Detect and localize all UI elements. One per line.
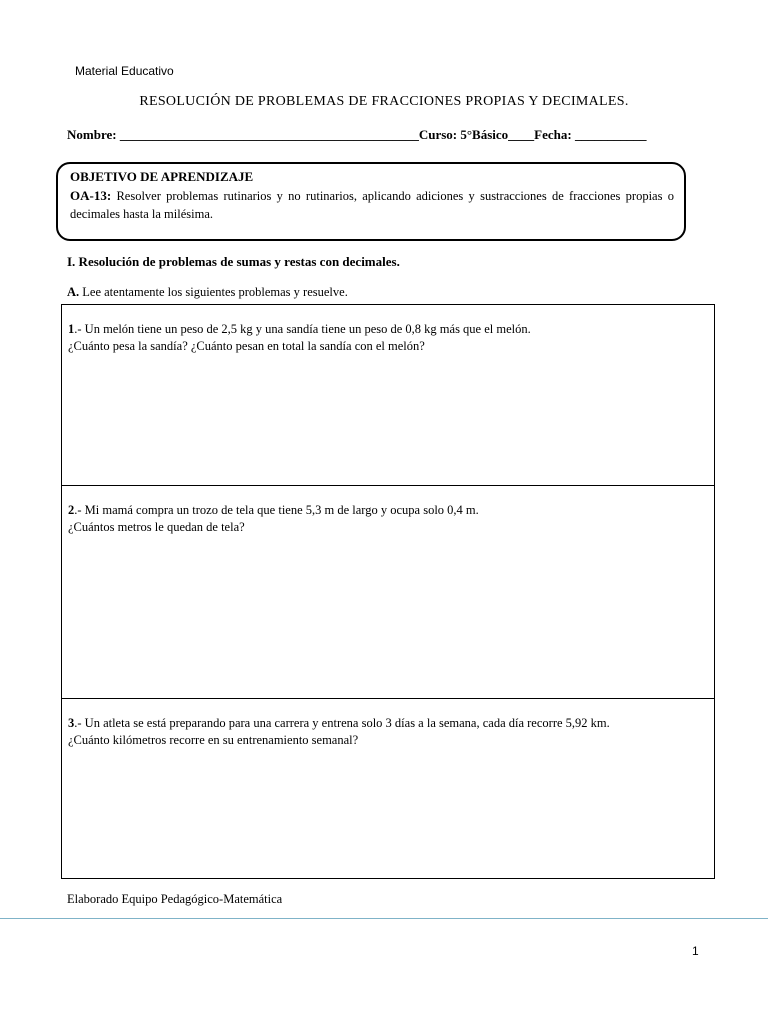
problem-2[interactable] bbox=[62, 486, 714, 699]
student-info-line: Nombre: ______________________________________________Curso: 5°Básico____Fecha: ___________ bbox=[67, 127, 647, 142]
header-label: Material Educativo bbox=[75, 64, 174, 78]
objective-title: OBJETIVO DE APRENDIZAJE bbox=[70, 169, 254, 184]
problem-2-line1: .- Mi mamá compra un trozo de tela que tiene 5,3 m de largo y ocupa solo 0,4 m. bbox=[74, 503, 479, 517]
page-number: 1 bbox=[692, 944, 699, 958]
problem-3[interactable] bbox=[62, 699, 714, 878]
problem-3-number: 3 bbox=[68, 716, 75, 730]
problem-1-question: ¿Cuánto pesa la sandía? ¿Cuánto pesan en total la sandía con el melón? bbox=[68, 339, 425, 353]
objective-description: Resolver problemas rutinarios y no rutinarios, aplicando adiciones y sustracciones de fracciones propias o decimales hasta la milésima. bbox=[70, 189, 674, 221]
problem-2-statement bbox=[68, 502, 708, 519]
instruction-text: Lee atentamente los siguientes problemas y resuelve. bbox=[79, 285, 348, 299]
problem-3-statement bbox=[68, 715, 708, 732]
problem-1-statement bbox=[68, 321, 708, 338]
problem-2-number: 2 bbox=[68, 503, 75, 517]
objective-text bbox=[70, 187, 674, 223]
footer-credit: Elaborado Equipo Pedagógico-Matemática bbox=[67, 892, 283, 906]
objective-box bbox=[56, 162, 686, 241]
problem-3-question: ¿Cuánto kilómetros recorre en su entrenamiento semanal? bbox=[68, 733, 359, 747]
problems-table bbox=[61, 304, 715, 879]
section-title: I. Resolución de problemas de sumas y restas con decimales. bbox=[67, 254, 400, 269]
problem-1[interactable] bbox=[62, 305, 714, 486]
footer-divider bbox=[0, 918, 768, 919]
problem-2-question: ¿Cuántos metros le quedan de tela? bbox=[68, 520, 245, 534]
problem-1-line1: .- Un melón tiene un peso de 2,5 kg y una sandía tiene un peso de 0,8 kg más que el melón. bbox=[74, 322, 531, 336]
problem-3-line1: .- Un atleta se está preparando para una carrera y entrena solo 3 días a la semana, cada día recorre 5,92 km. bbox=[74, 716, 610, 730]
instruction-letter: A. bbox=[67, 285, 80, 299]
problem-1-number: 1 bbox=[68, 322, 75, 336]
objective-code: OA-13: bbox=[70, 188, 112, 203]
page-title: RESOLUCIÓN DE PROBLEMAS DE FRACCIONES PROPIAS Y DECIMALES. bbox=[139, 94, 629, 109]
instruction bbox=[67, 285, 348, 300]
